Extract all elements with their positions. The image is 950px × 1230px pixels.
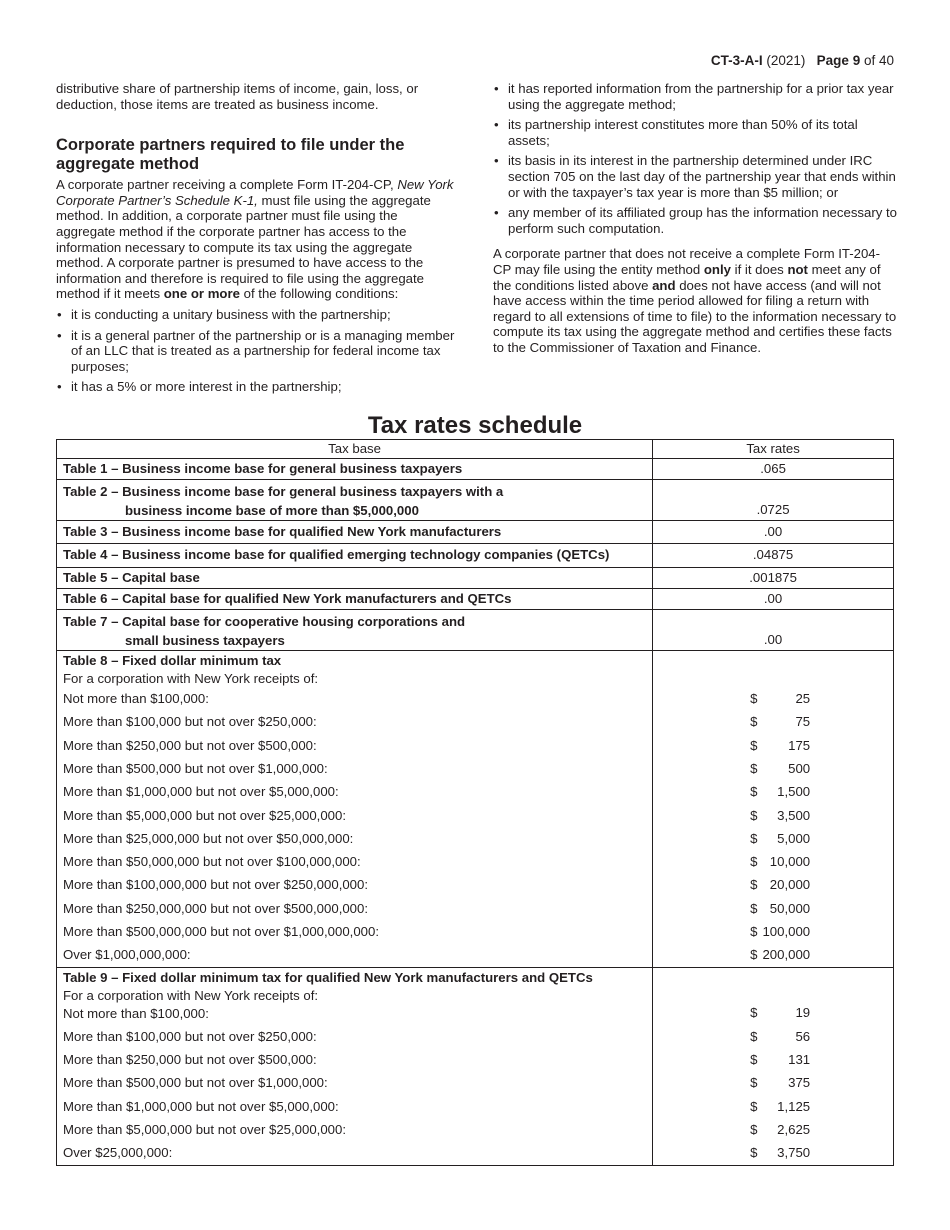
table-row (57, 480, 894, 521)
table4-label: Table 4 – Business income base for qualified emerging technology companies (QETCs) (57, 544, 653, 567)
table6-label: Table 6 – Capital base for qualified New York manufacturers and QETCs (57, 588, 653, 609)
page-total: of 40 (863, 53, 894, 68)
amount: $ 500 (750, 760, 811, 776)
form-year: (2021) (766, 53, 806, 68)
table-row: Not more than $100,000: $ 25 (57, 688, 894, 711)
amount: $ 25 (750, 691, 811, 707)
table-row: Over $1,000,000,000: $ 200,000 (57, 944, 894, 968)
page-header (711, 53, 894, 68)
table-row: Over $25,000,000: $ 3,750 (57, 1142, 894, 1166)
table-row: More than $500,000,000 but not over $1,000,000,000: $ 100,000 (57, 921, 894, 944)
amount: $ 131 (750, 1052, 811, 1068)
table-row (57, 609, 894, 650)
conditions-list-continued (493, 81, 897, 236)
table-header-row (57, 440, 894, 459)
table-row: More than $500,000 but not over $1,000,000: $ 500 (57, 758, 894, 781)
amount: $ 2,625 (750, 1122, 811, 1138)
table7-rate: .00 (653, 609, 894, 650)
list-item: • it is a general partner of the partnership or is a managing member of an LLC that is treated as a partnership for federal income tax purposes; (56, 328, 458, 375)
table-row: More than $250,000 but not over $500,000: $ 131 (57, 1049, 894, 1072)
amount: $ 200,000 (750, 947, 811, 963)
list-item: • it is conducting a unitary business with the partnership; (56, 307, 458, 323)
list-item: • its basis in its interest in the partnership determined under IRC section 705 on the last day of the partnership year that ends within or with the taxpayer’s tax year is more than $5 million; or (493, 153, 897, 200)
form-id: CT-3-A-I (710, 53, 763, 68)
list-item: • it has a 5% or more interest in the partnership; (56, 379, 458, 395)
list-item: • it has reported information from the partnership for a prior tax year using the aggregate method; (493, 81, 897, 112)
table-row: More than $25,000,000 but not over $50,000,000: $ 5,000 (57, 828, 894, 851)
table-row (57, 968, 894, 1026)
table-row: More than $100,000 but not over $250,000: $ 56 (57, 1026, 894, 1049)
table3-label: Table 3 – Business income base for qualified New York manufacturers (57, 521, 653, 544)
left-column (56, 81, 458, 395)
table-row (57, 650, 894, 688)
amount: $ 100,000 (750, 924, 811, 940)
aggregate-paragraph: A corporate partner receiving a complete Form IT-204-CP, New York Corporate Partner’s Schedule K-1, must file using the aggregate method. In addition, a corporate partner must file using the aggregate method if the corporate partner has access to the information necessary to compute its tax using the aggregate method. A corporate partner is presumed to have access to the information and therefore is required to file using the aggregate method if it meets one or more of the following conditions: (56, 177, 454, 302)
schedule-title: Tax rates schedule (367, 412, 583, 439)
table-row: More than $250,000,000 but not over $500,000,000: $ 50,000 (57, 898, 894, 921)
amount: $ 1,500 (750, 784, 811, 800)
amount: $ 20,000 (750, 877, 811, 893)
table2-rate: .0725 (653, 480, 894, 521)
intro-paragraph: distributive share of partnership items of income, gain, loss, or deduction, those items are treated as business income. (56, 81, 419, 112)
table2-label: Table 2 – Business income base for general business taxpayers with a business income base of more than $5,000,000 (57, 480, 653, 521)
table8-label: Table 8 – Fixed dollar minimum tax For a corporation with New York receipts of: (57, 650, 653, 688)
table-row: More than $100,000,000 but not over $250,000,000: $ 20,000 (57, 874, 894, 897)
table-row (57, 521, 894, 544)
amount: $ 19 (750, 1004, 811, 1020)
table9-label: Table 9 – Fixed dollar minimum tax for qualified New York manufacturers and QETCs For a corporation with New York receipts of: Not more than $100,000: (57, 968, 653, 1026)
table-row: More than $5,000,000 but not over $25,000,000: $ 2,625 (57, 1119, 894, 1142)
right-column (493, 81, 897, 356)
amount: $ 3,500 (750, 807, 811, 823)
page-number: Page 9 (816, 53, 861, 68)
table1-rate: .065 (653, 459, 894, 480)
table4-rate: .04875 (653, 544, 894, 567)
amount: $ 5,000 (750, 830, 811, 846)
table-row (57, 544, 894, 567)
amount: $ 3,750 (750, 1145, 811, 1161)
column-header-tax-base: Tax base (57, 440, 653, 459)
table7-label: Table 7 – Capital base for cooperative housing corporations and small business taxpayers (57, 609, 653, 650)
table3-rate: .00 (653, 521, 894, 544)
table6-rate: .00 (653, 588, 894, 609)
table-row: More than $1,000,000 but not over $5,000,000: $ 1,500 (57, 781, 894, 804)
amount: $ 375 (750, 1075, 811, 1091)
table-row (57, 459, 894, 480)
table-row (57, 567, 894, 588)
amount: $ 56 (750, 1028, 811, 1044)
list-item: • any member of its affiliated group has the information necessary to perform such computation. (493, 205, 897, 236)
amount: $ 75 (750, 714, 811, 730)
table-row: More than $50,000,000 but not over $100,000,000: $ 10,000 (57, 851, 894, 874)
tax-rates-table (56, 439, 894, 1166)
table5-label: Table 5 – Capital base (57, 567, 653, 588)
table-row: More than $5,000,000 but not over $25,000,000: $ 3,500 (57, 805, 894, 828)
table-row (57, 588, 894, 609)
table-row: More than $500,000 but not over $1,000,000: $ 375 (57, 1072, 894, 1095)
table-row: More than $250,000 but not over $500,000: $ 175 (57, 735, 894, 758)
amount: $ 10,000 (750, 854, 811, 870)
column-header-tax-rates: Tax rates (653, 440, 894, 459)
section-heading: Corporate partners required to file under the aggregate method (56, 136, 405, 174)
table-row: More than $1,000,000 but not over $5,000,000: $ 1,125 (57, 1096, 894, 1119)
entity-method-paragraph: A corporate partner that does not receive a complete Form IT-204-CP may file using the entity method only if it does not meet any of the conditions listed above and does not have access (and will not have access within the time period allowed for filing a return with regard to all extensions of time to file) to the information necessary to compute its tax using the aggregate method and certifies these facts to the Commissioner of Taxation and Finance. (493, 246, 897, 355)
table5-rate: .001875 (653, 567, 894, 588)
amount: $ 175 (750, 737, 811, 753)
amount: $ 50,000 (750, 900, 811, 916)
amount: $ 1,125 (750, 1098, 811, 1114)
table1-label: Table 1 – Business income base for general business taxpayers (57, 459, 653, 480)
conditions-list (56, 307, 458, 395)
table-row: More than $100,000 but not over $250,000: $ 75 (57, 711, 894, 734)
list-item: • its partnership interest constitutes more than 50% of its total assets; (493, 117, 897, 148)
